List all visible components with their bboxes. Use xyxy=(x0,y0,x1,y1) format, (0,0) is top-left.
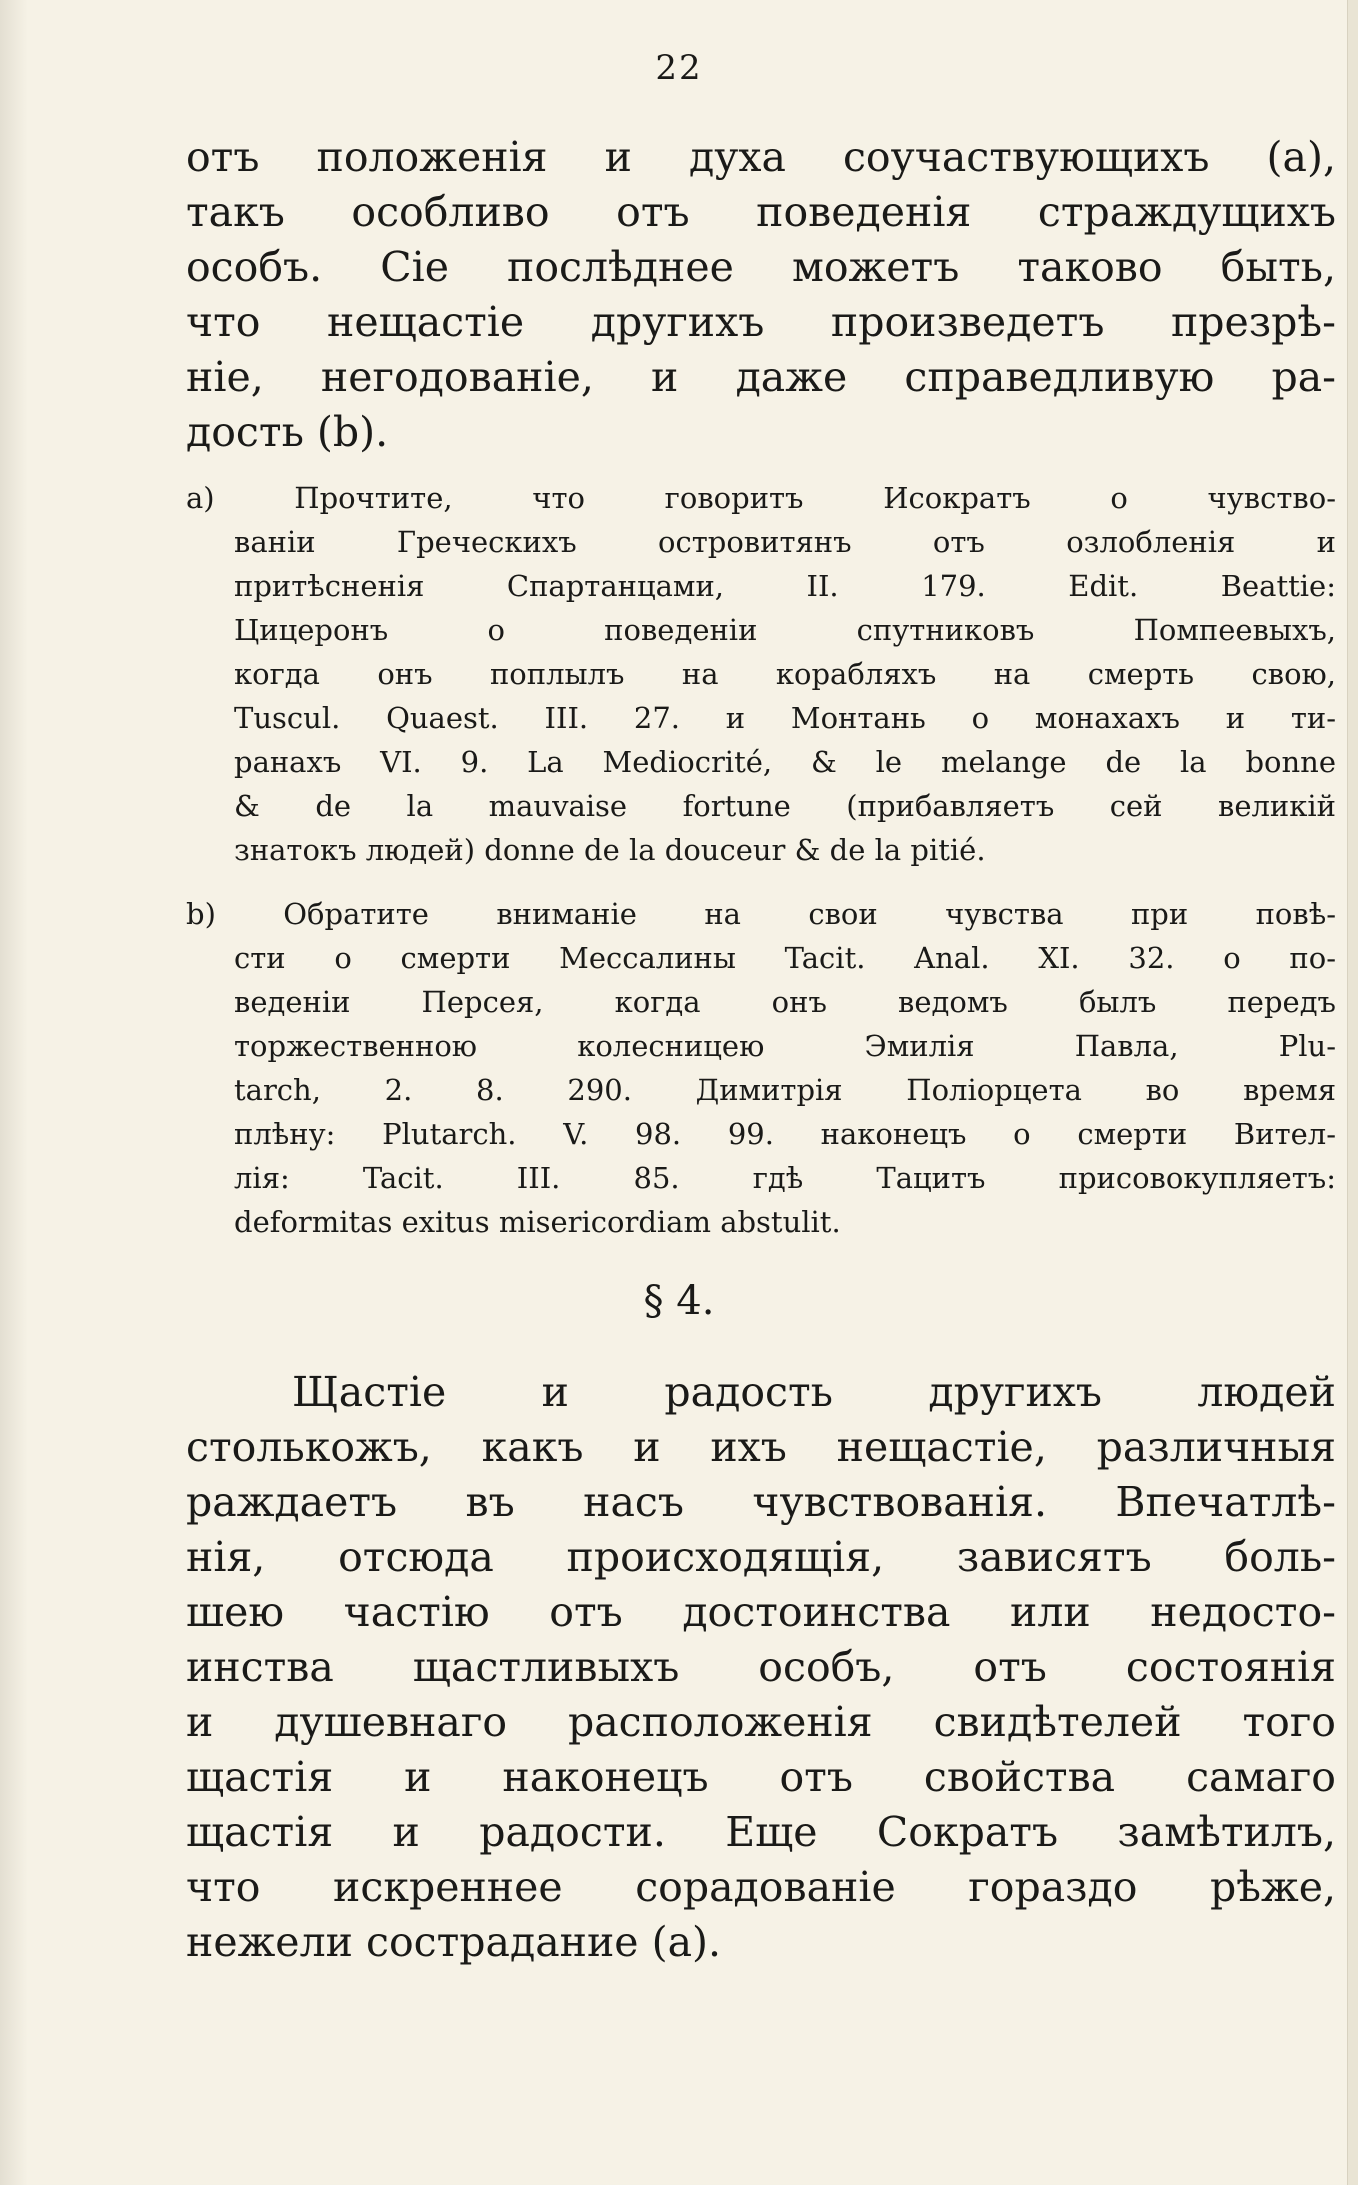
footnote-line: сти о смерти Мессалины Tacit. Anal. XI. 32. о по- xyxy=(234,941,1336,975)
footnote-line: a) Прочтите, что говоритъ Исократъ о чувство- xyxy=(186,481,1336,515)
text-line: отъ положенія и духа соучаствующихъ (a), xyxy=(186,133,1336,181)
text-line: раждаетъ въ насъ чувствованія. Впечатлѣ- xyxy=(186,1478,1336,1526)
footnote-line: deformitas exitus misericordiam abstulit. xyxy=(234,1205,841,1239)
text-line: и душевнаго расположенія свидѣтелей того xyxy=(186,1698,1336,1746)
footnote-a xyxy=(186,476,1336,872)
text-line: что искреннее сорадованіе гораздо рѣже, xyxy=(186,1863,1336,1911)
text-line: щастія и радости. Еще Сократъ замѣтилъ, xyxy=(186,1808,1336,1856)
footnote-line: когда онъ поплылъ на корабляхъ на смерть свою, xyxy=(234,657,1336,691)
footnote-line: плѣну: Plutarch. V. 98. 99. наконецъ о смерти Вител- xyxy=(234,1117,1336,1151)
page-edge xyxy=(1347,0,1358,2185)
text-line: особъ. Сіе послѣднее можетъ таково быть, xyxy=(186,243,1336,291)
footnote-line: & de la mauvaise fortune (прибавляетъ сей великій xyxy=(234,789,1336,823)
paragraph-bottom xyxy=(186,1365,1336,1970)
footnote-line: торжественною колесницею Эмилія Павла, Plu- xyxy=(234,1029,1336,1063)
footnote-line: лія: Tacit. III. 85. гдѣ Тацитъ присовокупляетъ: xyxy=(234,1161,1336,1195)
page-number: 22 xyxy=(655,48,703,88)
text-line: Щастіе и радость другихъ людей xyxy=(292,1368,1336,1416)
text-line: дость (b). xyxy=(186,408,389,456)
paragraph-top xyxy=(186,130,1336,460)
footnote-line: Tuscul. Quaest. III. 27. и Монтань о монахахъ и ти- xyxy=(234,701,1336,735)
footnote-b xyxy=(186,892,1336,1244)
text-line: инства щастливыхъ особъ, отъ состоянія xyxy=(186,1643,1336,1691)
text-line: нежели сострадание (a). xyxy=(186,1918,722,1966)
footnote-line: tarch, 2. 8. 290. Димитрія Поліорцета во время xyxy=(234,1073,1336,1107)
text-line: щастія и наконецъ отъ свойства самаго xyxy=(186,1753,1336,1801)
text-line: нія, отсюда происходящія, зависятъ боль- xyxy=(186,1533,1336,1581)
footnote-line: притѣсненія Спартанцами, II. 179. Edit. Beattie: xyxy=(234,569,1336,603)
footnote-line: веденіи Персея, когда онъ ведомъ былъ передъ xyxy=(234,985,1336,1019)
text-line: столькожъ, какъ и ихъ нещастіе, различныя xyxy=(186,1423,1336,1471)
footnote-line: Цицеронъ о поведеніи спутниковъ Помпеевыхъ, xyxy=(234,613,1336,647)
section-heading: § 4. xyxy=(643,1278,715,1324)
text-line: что нещастіе другихъ произведетъ презрѣ- xyxy=(186,298,1336,346)
footnote-line: b) Обратите вниманіе на свои чувства при повѣ- xyxy=(186,897,1336,931)
text-line: такъ особливо отъ поведенія страждущихъ xyxy=(186,188,1336,236)
text-line: шею частію отъ достоинства или недосто- xyxy=(186,1588,1336,1636)
text-line: ніе, негодованіе, и даже справедливую ра- xyxy=(186,353,1336,401)
footnote-line: знатокъ людей) donne de la douceur & de la pitié. xyxy=(234,833,986,867)
footnote-line: ваніи Греческихъ островитянъ отъ озлобленія и xyxy=(234,525,1336,559)
footnote-line: ранахъ VI. 9. La Mediocrité, & le melange de la bonne xyxy=(234,745,1336,779)
